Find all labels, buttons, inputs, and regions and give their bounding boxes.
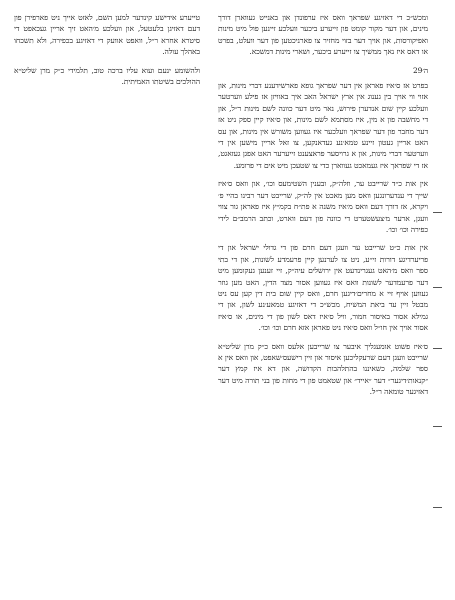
- margin-pen-mark: [433, 348, 442, 349]
- margin-pen-mark: [433, 507, 442, 508]
- left-text-column: [14, 12, 200, 94]
- paragraph: בפרט אז ס׳איז פאראן אין דער שפראך גופא פארשידענע דברי מינות, און אזוי ווי אויך בין גענוג אין ארץ ישראל האב איך באוויזן אז פילע ווערטער וועלכע קיין שום אנדערן פירוש, נאר מיט דער כוונה לשם מינות ר״ל, און די מחשבה פון א מין, איז מסתמא לשם מינות, און ס׳איז קיין ספק ניט אז דער מחבר פון דער שפראך וועלכער איז געווען משורש אין מינות, און עס האט אריין געטון זיינע טמא׳נע געדאנקען, צו זאל אריין מישען אין די ווערטער דברי מינות, און א גרויסער פראצענט זייערער האט אפגן געזאגט, אז די שפראך איז געמאכט געווארן כדי צו שטעכן מיט אים די פרומע.: [218, 81, 428, 170]
- section-marker: ה׳29: [413, 65, 428, 75]
- paragraph: אין אות כ״ט שרייבט ער וועגן דעם חרם פון די גדולי ישראל און די פריערדיגע דורות זי״ע, ניט צו לערנען קיין פרעמדע לשונות, און די בתי ספר וואס מ׳האט געגרינדעט אין ירושלים עיה״ק, זיי זענען געקומען מיט דער פרעמדער לשונות וואס איז געווען אסור מצד הדין, האט מען גוזר געווען אויף זיי א מחרים׳דיגען חרם, וואס קיין שום בית דין קען עס ניט מבטל זיין עד ביאת המשיח, מכש״כ די דאזיגע טמאע׳נע לשון, און די גמילא אסור באיסור חמור, וויל ס׳איז דאס לשון פון די מינים, או ס׳איז אסור אויך אין חו״ל וואס ס׳איז ניט פאראן אזא חרם וכו׳ וכו׳.: [218, 243, 428, 333]
- margin-pen-mark: [433, 426, 442, 427]
- right-text-column: [218, 12, 428, 405]
- paragraph: ומכש״כ די דאזיגע שפראך וואס איז ערפונדן און באנייט געווארן דורך מינים, און דער מקור קומט פון זייערע ביכער וועלכע זיינען פול מיט מינות ואפיקורסות, און אויך דער בזוי מחזיר צו פארניכטען פון דער וועלט, בפרט או דאס איז נאך ממשיך צו זייערע ביכער, ושארי מינות דמשכא.: [218, 13, 428, 57]
- margin-pen-mark: [433, 212, 442, 213]
- paragraph: אין אות כ״ד שרייבט ער, וזלה״ק, ובענין השטימעס וכו׳, און וואס ס׳איז שייך די ענדערונגען וואס מען מאכט אין לה״ק, שרייבט דער רבינו בהיי פ׳ ויקרא, אז דורך דעם וואס מ׳איז משנה א פת״ח בקמ״ץ איז פאראן גור צווי וועגן, ארער מ׳צעשטערט די כוונה פון דעם ווארט, וכתב הרמב״ם לידי כפירה וכו׳ וכו׳.: [218, 179, 428, 234]
- paragraph: ולהשומע ינעם ועוא עליו ברכה טוב, תלמידי כ״ק מרן שליט״א ההולכים בשיטתו האמיתית.: [14, 65, 200, 87]
- paragraph: ס׳איז פשוט אומעגליך איבער צו שרייבען אלעס וואס כ״ק מרן שליט״א שרייבט וועגן דעם שרעקליכען איסור און זיין רישעס׳שאפט, און וואס אין א ספר שלמה, כשאיננו בהתלהבות הקדושה, און דא איז קמץ דער ״קנאות׳דיגער״ דער ״אייד״ און שטאמט פון די מחות פון בני תורה מיט דער דאזיגער טומאה ר״ל.: [218, 341, 428, 397]
- paragraph: טייערע אידישע קינדער למען השם, לאזט אייך ניט פארפירן פון דעם דאזיגן בלעטעל, און וועלכע מ׳האט זיך אריין געכאפט די סיטרא אחרא ר״ל, וואפט אוועק די דאזיגע בכפירה, ולא תשכחו באהלך עולה.: [14, 13, 200, 57]
- margin-pen-mark: [433, 287, 442, 288]
